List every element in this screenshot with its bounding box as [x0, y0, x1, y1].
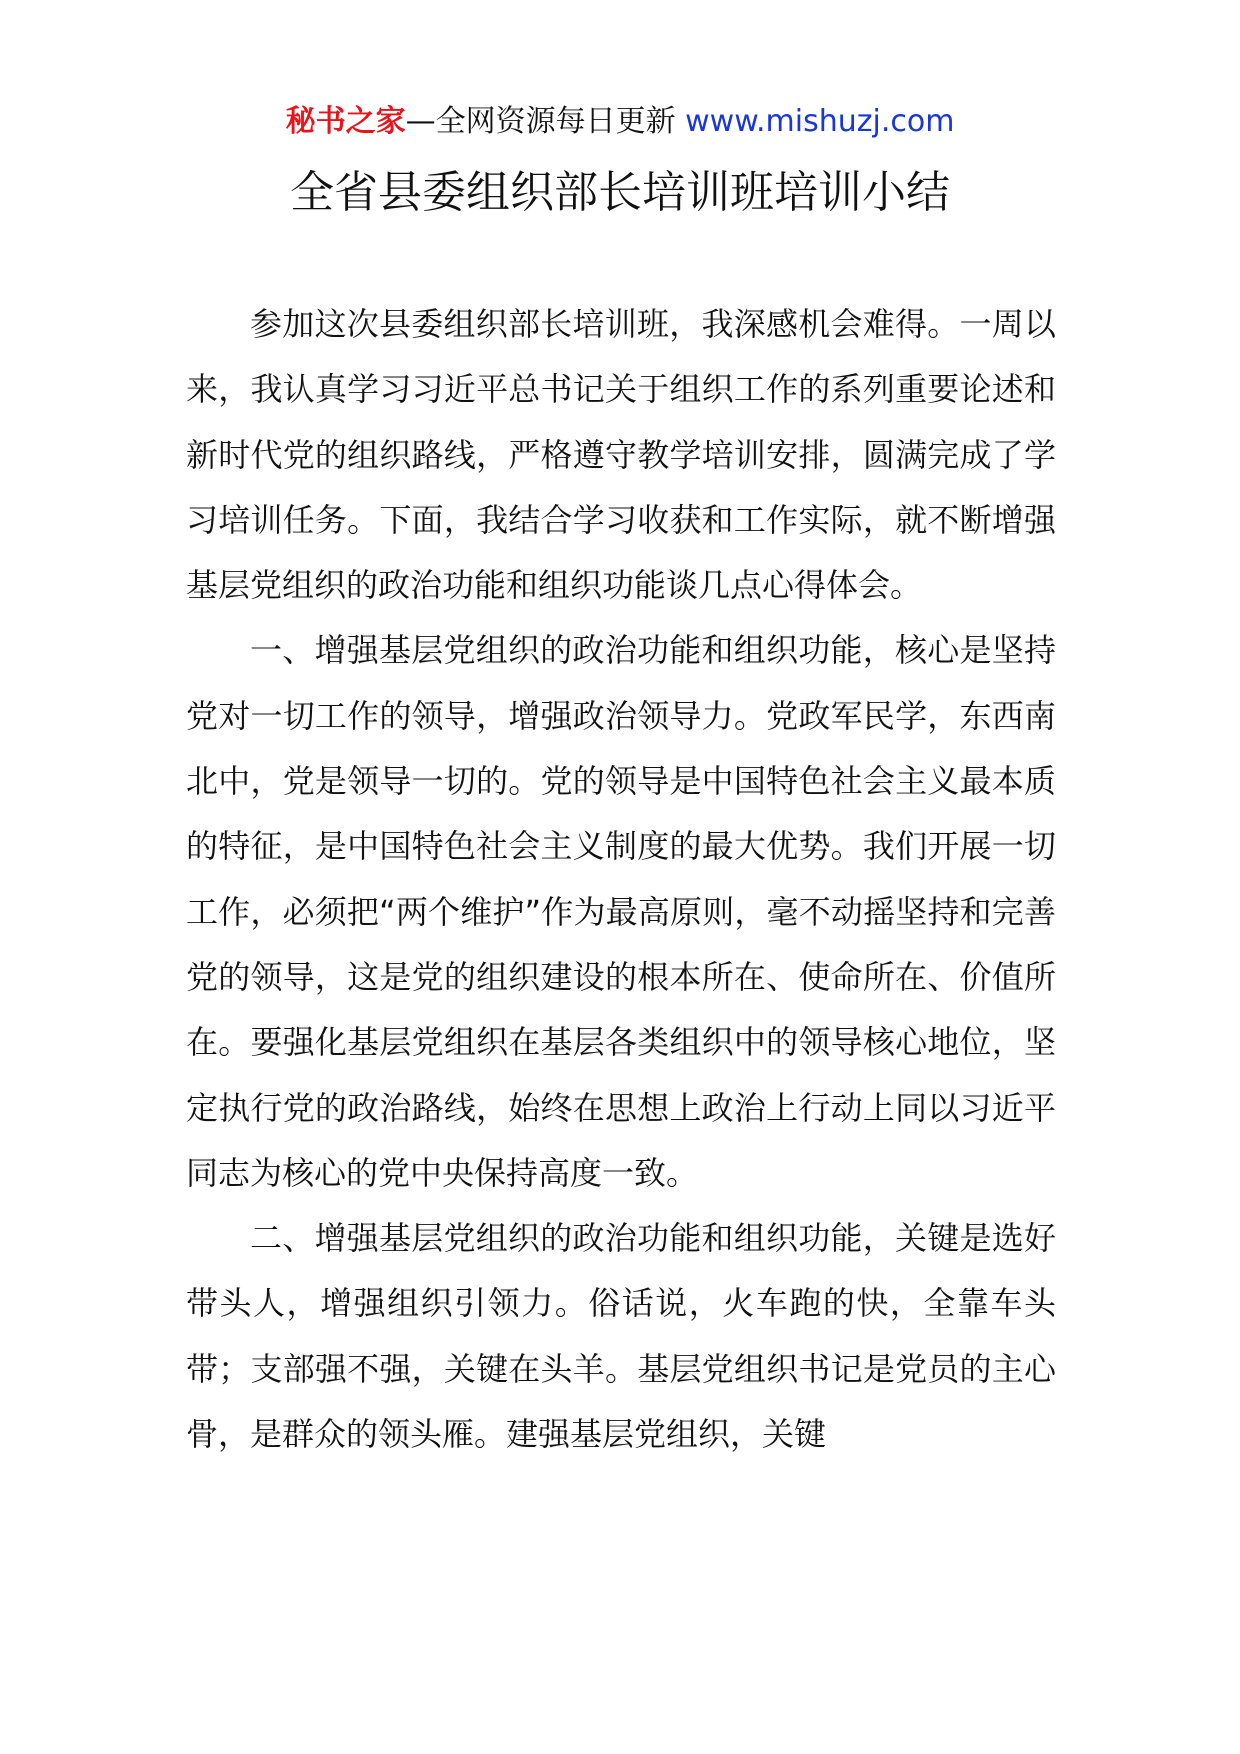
site-tagline: —全网资源每日更新: [405, 104, 686, 139]
site-url-link[interactable]: www.mishuzj.com: [685, 104, 955, 139]
document-title: 全省县委组织部长培训班培训小结: [290, 167, 950, 218]
site-brand: 秘书之家: [285, 104, 406, 139]
paragraph-point-two: 二、增强基层党组织的政治功能和组织功能，关键是选好带头人，增强组织引领力。俗话说，火车跑的快，全靠车头带；支部强不强，关键在头羊。基层党组织书记是党员的主心骨，是群众的领头雁。建强基层党组织，关键: [186, 1219, 1056, 1454]
document-body: [186, 292, 1056, 1467]
paragraph-intro: 参加这次县委组织部长培训班，我深感机会难得。一周以来，我认真学习习近平总书记关于组织工作的系列重要论述和新时代党的组织路线，严格遵守教学培训安排，圆满完成了学习培训任务。下面，我结合学习收获和工作实际，就不断增强基层党组织的政治功能和组织功能谈几点心得体会。: [186, 305, 1056, 605]
paragraph-point-one: 一、增强基层党组织的政治功能和组织功能，核心是坚持党对一切工作的领导，增强政治领导力。党政军民学，东西南北中，党是领导一切的。党的领导是中国特色社会主义最本质的特征，是中国特色社会主义制度的最大优势。我们开展一切工作，必须把“两个维护”作为最高原则，毫不动摇坚持和完善党的领导，这是党的组织建设的根本所在、使命所在、价值所在。要强化基层党组织在基层各类组织中的领导核心地位，坚定执行党的政治路线，始终在思想上政治上行动上同以习近平同志为核心的党中央保持高度一致。: [186, 631, 1056, 1192]
site-header: [0, 98, 1240, 146]
